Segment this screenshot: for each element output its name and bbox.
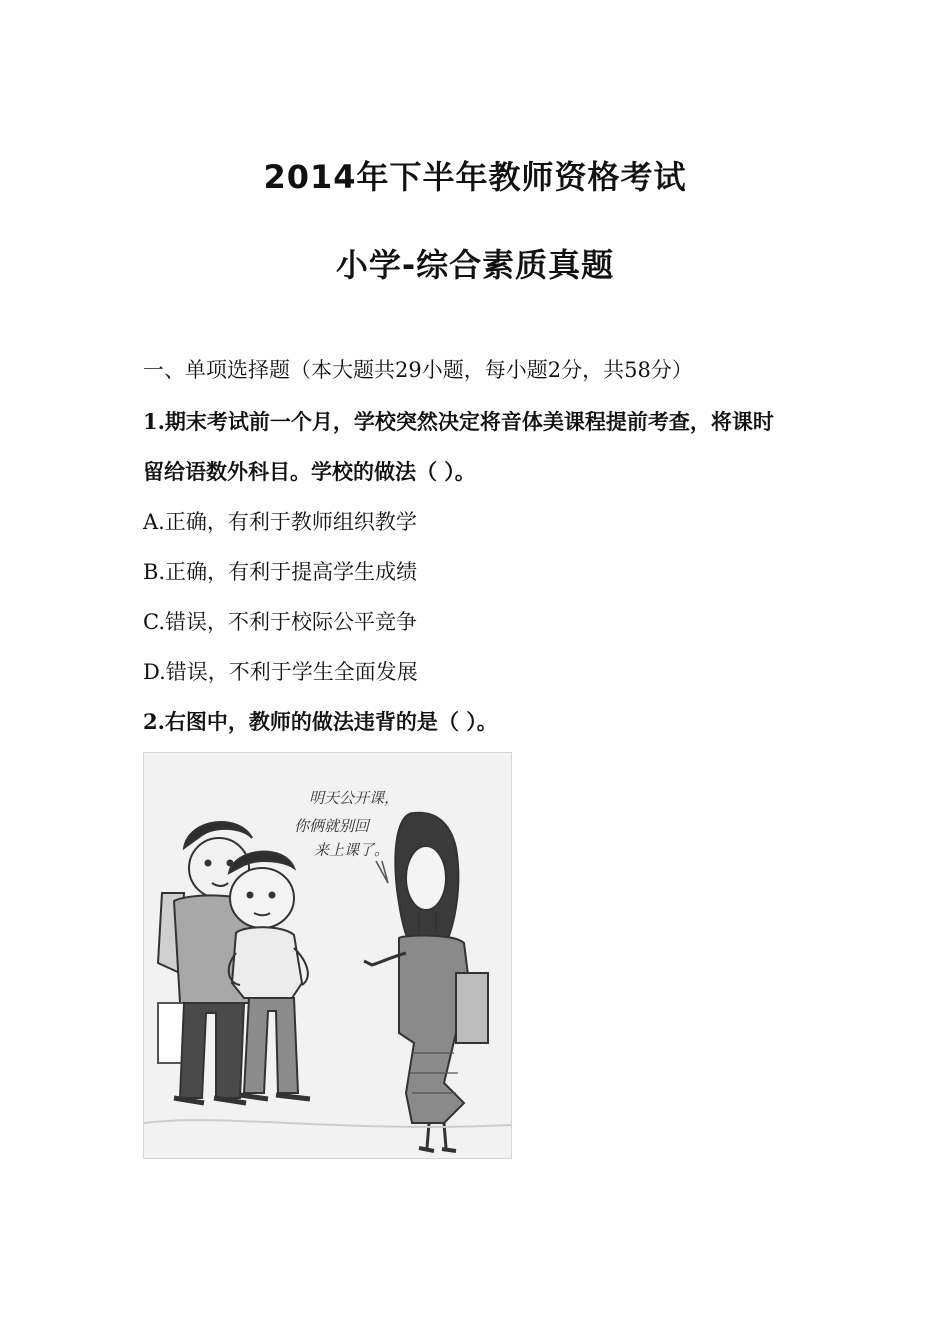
question-1-option-d: D.错误，不利于学生全面发展 [143, 660, 418, 684]
speech-line-2: 你俩就别回 [294, 817, 370, 835]
question-1-stem-line-1: 1.期末考试前一个月，学校突然决定将音体美课程提前考查，将课时 [143, 409, 774, 434]
speech-line-3: 来上课了。 [314, 841, 390, 859]
question-2-stem: 2.右图中，教师的做法违背的是（ ）。 [143, 709, 498, 734]
ground-line [144, 1120, 511, 1127]
question-1-option-c: C.错误，不利于校际公平竞争 [143, 610, 417, 634]
document-title: 2014年下半年教师资格考试 [263, 158, 687, 196]
section-heading: 一、单项选择题（本大题共29小题，每小题2分，共58分） [143, 358, 693, 382]
document-subtitle: 小学-综合素质真题 [335, 246, 615, 284]
cartoon-illustration [143, 752, 512, 1159]
question-1-stem-line-2: 留给语数外科目。学校的做法（ ）。 [143, 459, 476, 484]
question-1-option-b: B.正确，有利于提高学生成绩 [143, 560, 418, 584]
cartoon-drawing [144, 753, 511, 1158]
speech-line-1: 明天公开课， [309, 789, 400, 807]
question-1-option-a: A.正确，有利于教师组织教学 [143, 510, 417, 534]
speech-tail [376, 861, 388, 883]
